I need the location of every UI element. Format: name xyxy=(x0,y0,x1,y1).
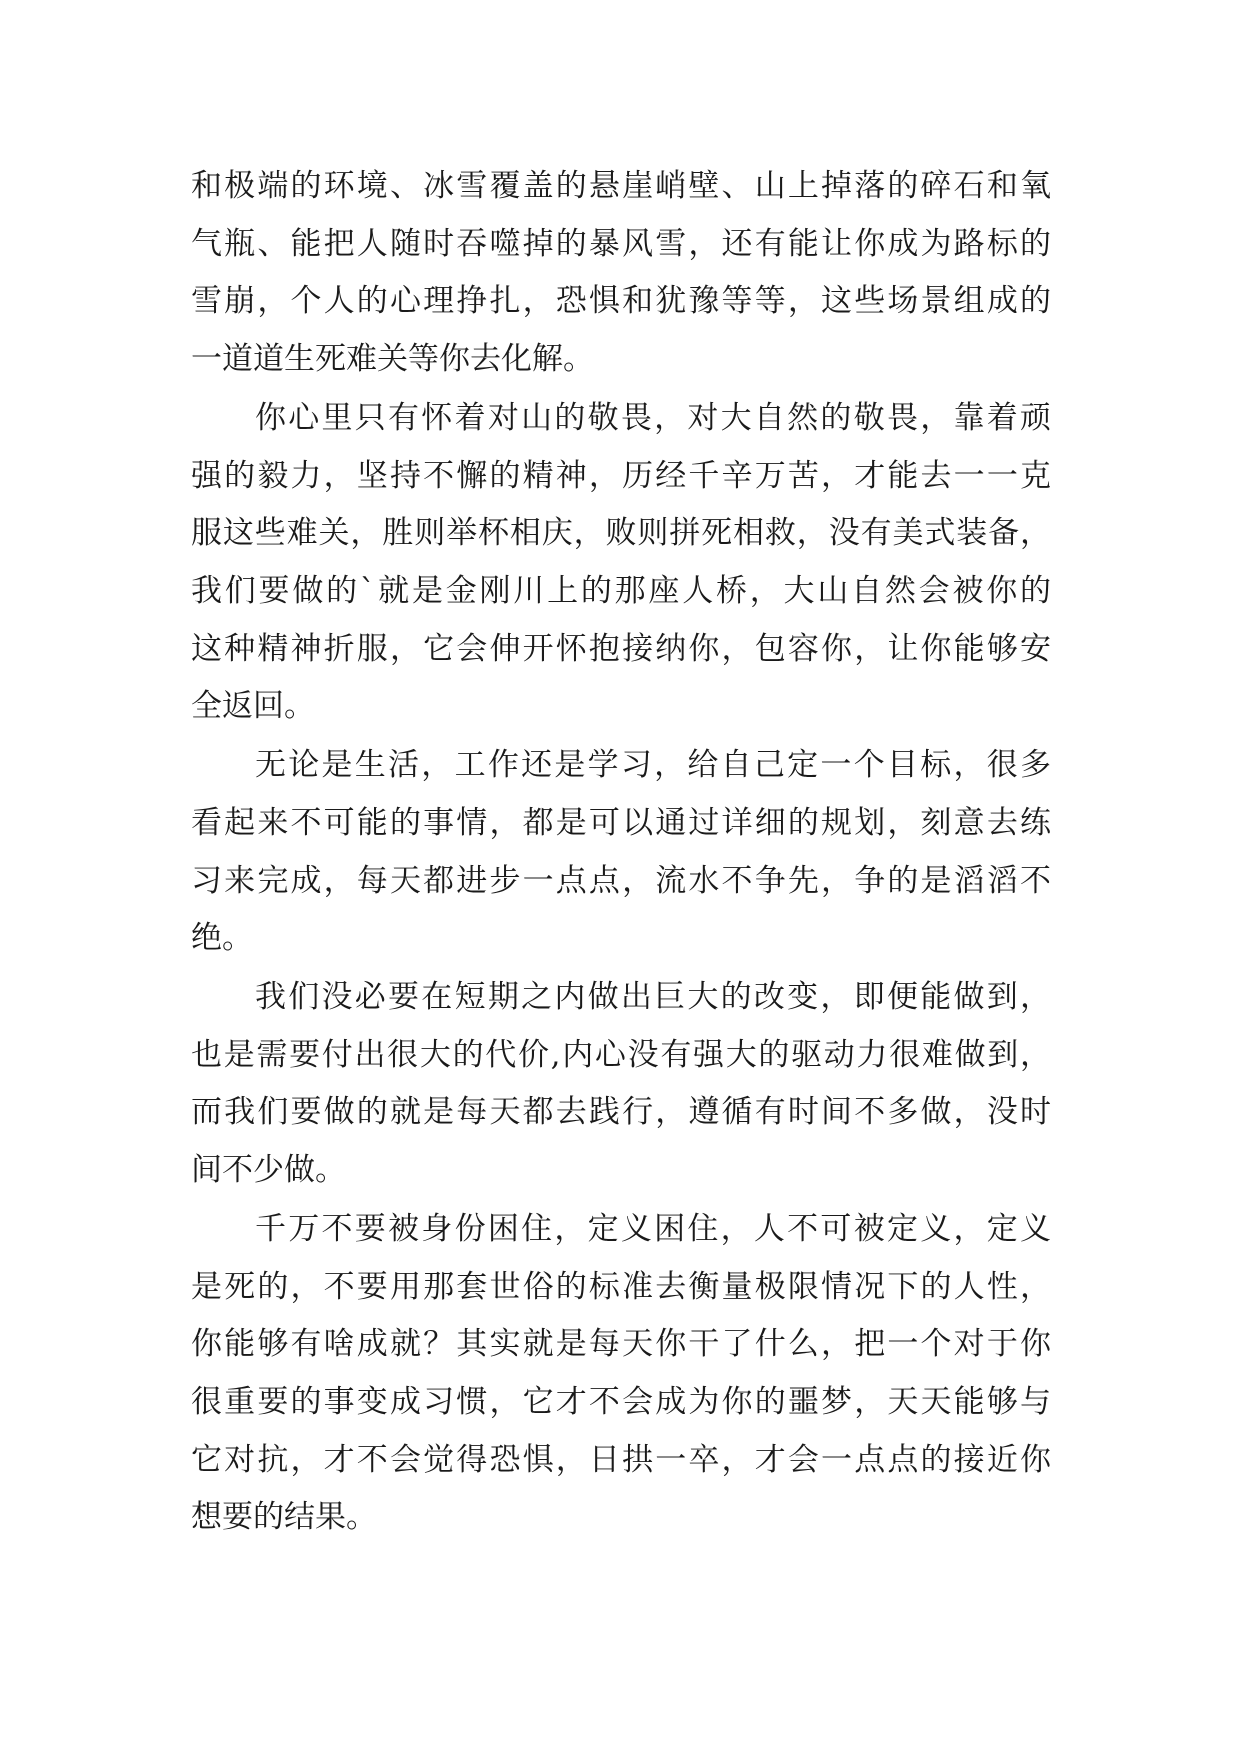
text-line: 这种精神折服，它会伸开怀抱接纳你，包容你，让你能够安 xyxy=(191,631,1051,667)
text-line: 看起来不可能的事情，都是可以通过详细的规划，刻意去练 xyxy=(191,805,1051,841)
text-line: 强的毅力，坚持不懈的精神，历经千辛万苦，才能去一一克 xyxy=(191,458,1051,494)
text-line: 想要的结果。 xyxy=(191,1499,377,1535)
text-line: 它对抗，才不会觉得恐惧，日拱一卒，才会一点点的接近你 xyxy=(191,1442,1051,1478)
text-line: 我们没必要在短期之内做出巨大的改变，即便能做到， xyxy=(255,979,1051,1015)
text-line: 千万不要被身份困住，定义困住，人不可被定义，定义 xyxy=(255,1211,1051,1247)
text-line: 服这些难关，胜则举杯相庆，败则拼死相救，没有美式装备， xyxy=(191,515,1051,551)
text-line: 绝。 xyxy=(191,920,253,956)
text-line: 无论是生活，工作还是学习，给自己定一个目标，很多 xyxy=(255,747,1051,783)
text-line: 间不少做。 xyxy=(191,1152,346,1188)
text-line: 雪崩，个人的心理挣扎，恐惧和犹豫等等，这些场景组成的 xyxy=(191,283,1051,319)
text-line: 全返回。 xyxy=(191,688,315,724)
text-line: 是死的，不要用那套世俗的标准去衡量极限情况下的人性， xyxy=(191,1269,1051,1305)
text-line: 我们要做的`就是金刚川上的那座人桥，大山自然会被你的 xyxy=(191,573,1051,609)
text-line: 很重要的事变成习惯，它才不会成为你的噩梦，天天能够与 xyxy=(191,1384,1051,1420)
text-line: 习来完成，每天都进步一点点，流水不争先，争的是滔滔不 xyxy=(191,863,1051,899)
text-line: 你能够有啥成就？其实就是每天你干了什么，把一个对于你 xyxy=(191,1326,1051,1362)
text-line: 你心里只有怀着对山的敬畏，对大自然的敬畏，靠着顽 xyxy=(255,400,1051,436)
text-line: 一道道生死难关等你去化解。 xyxy=(191,341,594,377)
text-line: 也是需要付出很大的代价,内心没有强大的驱动力很难做到， xyxy=(191,1037,1051,1073)
text-line: 而我们要做的就是每天都去践行，遵循有时间不多做，没时 xyxy=(191,1094,1051,1130)
text-line: 气瓶、能把人随时吞噬掉的暴风雪，还有能让你成为路标的 xyxy=(191,226,1051,262)
text-line: 和极端的环境、冰雪覆盖的悬崖峭壁、山上掉落的碎石和氧 xyxy=(191,168,1051,204)
